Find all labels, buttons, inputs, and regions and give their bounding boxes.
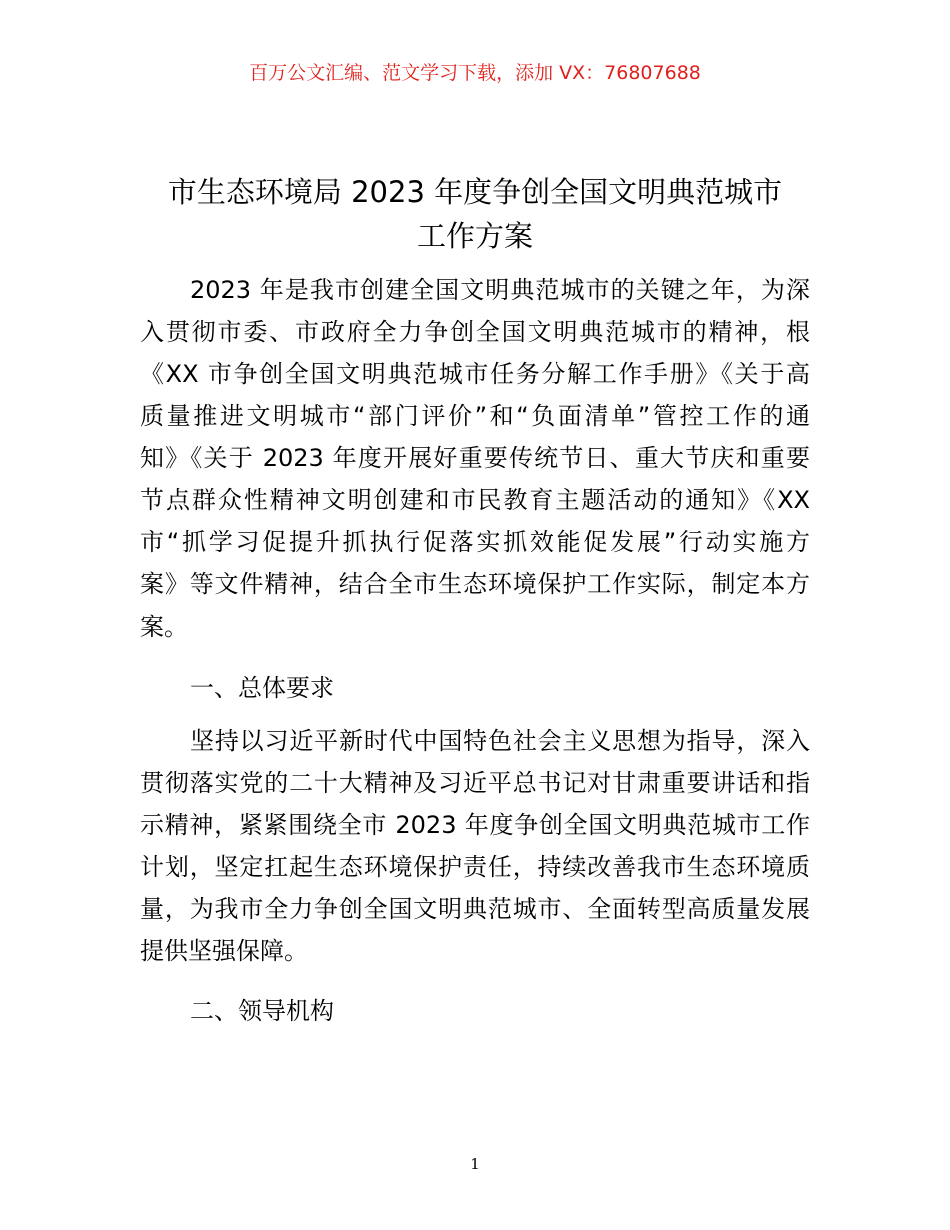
text-line: 量，为我市全力争创全国文明典范城市、全面转型高质量发展 — [140, 895, 810, 923]
text-line: 市“抓学习促提升抓执行促落实抓效能促发展”行动实施方 — [140, 528, 810, 556]
page-number: 1 — [470, 1155, 480, 1173]
text-line: 入贯彻市委、市政府全力争创全国文明典范城市的精神，根 — [140, 318, 810, 346]
text-line: 提供坚强保障。 — [140, 937, 308, 965]
text-line: 贯彻落实党的二十大精神及习近平总书记对甘肃重要讲话和指 — [140, 769, 810, 797]
text-line: 坚持以习近平新时代中国特色社会主义思想为指导，深入 — [190, 727, 810, 755]
text-line: 《XX 市争创全国文明典范城市任务分解工作手册》《关于高 — [140, 360, 810, 388]
text-line: 示精神，紧紧围绕全市 2023 年度争创全国文明典范城市工作 — [140, 811, 810, 839]
document-title-line-2: 工作方案 — [416, 219, 533, 253]
text-line: 案》等文件精神，结合全市生态环境保护工作实际，制定本方 — [140, 570, 810, 598]
text-line: 案。 — [140, 613, 188, 641]
text-line: 2023 年是我市创建全国文明典范城市的关键之年，为深 — [190, 276, 810, 304]
text-line: 计划，坚定扛起生态环境保护责任，持续改善我市生态环境质 — [140, 853, 810, 881]
document-title-line-1: 市生态环境局 2023 年度争创全国文明典范城市 — [167, 175, 783, 209]
watermark-header: 百万公文汇编、范文学习下载，添加 VX：76807688 — [249, 62, 701, 84]
section-heading-1: 一、总体要求 — [190, 674, 334, 702]
text-line: 知》《关于 2023 年度开展好重要传统节日、重大节庆和重要 — [140, 444, 810, 472]
section-heading-2: 二、领导机构 — [190, 997, 334, 1025]
text-line: 质量推进文明城市“部门评价”和“负面清单”管控工作的通 — [140, 402, 810, 430]
text-line: 节点群众性精神文明创建和市民教育主题活动的通知》《XX — [140, 486, 810, 514]
